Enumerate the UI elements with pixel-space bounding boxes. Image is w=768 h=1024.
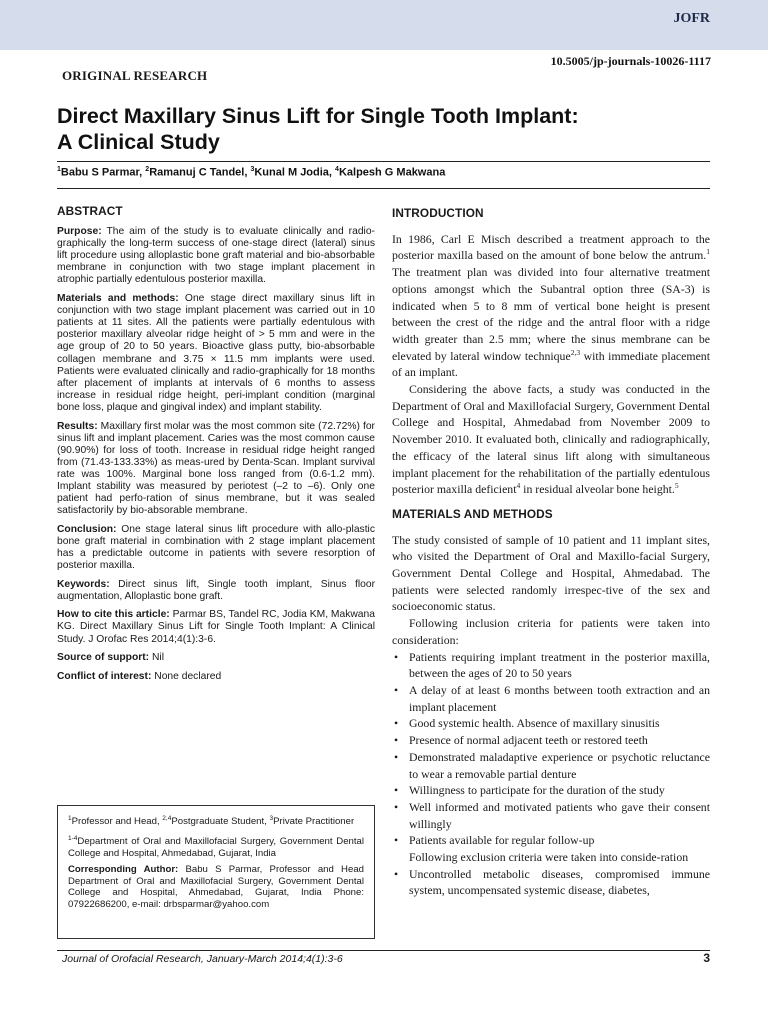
list-item: • Well informed and motivated patients who gave their consent willingly: [392, 799, 710, 832]
abstract-support: [57, 652, 375, 664]
title-line-1: Direct Maxillary Sinus Lift for Single Tooth Implant:: [57, 104, 579, 128]
conclusion-label: Conclusion:: [57, 523, 117, 535]
intro-paragraph-2: [392, 381, 710, 498]
intro-text: with immediate placement of an implant.: [392, 348, 710, 380]
methods-text: One stage direct maxillary sinus lift in conjunction with two stage implant placement was carried out in 10 patients at 11 sites. All the patients were partially edentulous with posterior maxillary alveolar ridge height of > 5 mm and were in the age group of 20 to 50 years. Bioactive glass putty, bio-absorbable collagen membrane and 3.75 × 11.5 mm implants were used. Patients were evaluated clinically and radio-graphically for 18 months after placement of implants at intervals of 6 months to assess increase in residual ridge height, peri-implant condition (marginal bone loss, plaque and gingival index) and implant stability.: [57, 293, 375, 413]
list-item: • Willingness to participate for the duration of the study: [392, 782, 710, 799]
abstract-column: [57, 205, 375, 689]
corresponding-text: Babu S Parmar, Professor and Head Department of Oral and Maxillofacial Surgery, Government Dental College and Hospital, Ahmedabad, Gujarat, India Phone: 07922686200, e-mail: drbsparmar@yahoo.com: [68, 864, 364, 910]
reference-sup: 2,3: [570, 347, 581, 357]
intro-text: in residual alveolar bone height.: [520, 482, 675, 497]
affil-roles: [68, 813, 364, 828]
keywords-label: Keywords:: [57, 578, 110, 590]
list-item: • Patients requiring implant treatment in the posterior maxilla, between the ages of 20 to 50 years: [392, 649, 710, 682]
article-type: ORIGINAL RESEARCH: [62, 68, 208, 83]
author-affil-sup: 2: [145, 166, 150, 173]
footer-citation: Journal of Orofacial Research, January-March 2014;4(1):3-6: [62, 953, 343, 965]
results-label: Results:: [57, 420, 98, 432]
author-name: Ramanuj C Tandel,: [149, 166, 251, 179]
title-divider: [57, 161, 710, 162]
intro-paragraph-1: [392, 231, 710, 381]
list-item: • Good systemic health. Absence of maxillary sinusitis: [392, 715, 710, 732]
support-label: Source of support:: [57, 652, 150, 664]
page-number: 3: [703, 951, 710, 965]
body-column: [392, 205, 710, 899]
author-name: Babu S Parmar,: [60, 166, 146, 179]
title-line-2: A Clinical Study: [57, 130, 220, 154]
abstract-conclusion: [57, 524, 375, 572]
abstract-citation: [57, 609, 375, 645]
corresponding-label: Corresponding Author:: [68, 864, 179, 876]
intro-text: The treatment plan was divided into four alternative treatment options amongst which the Subantral option three (SA-3) is indicated when 5 to 8 mm of vertical bone height is present between the crest of the ridge and the antral floor with a ridge width greater than 2.5 mm; where the sinus membrane can be elevated by lateral window technique: [392, 265, 710, 363]
purpose-text: The aim of the study is to evaluate clinically and radio-graphically the long-term success of one-stage direct (lateral) sinus lift procedure using alloplastic bone graft material and bio-absorbable membrane in conjunction with two stage implant placement in atrophic partially edentulous posterior maxilla.: [57, 226, 375, 286]
list-item: • Presence of normal adjacent teeth or restored teeth: [392, 732, 710, 749]
methods-label: Materials and methods:: [57, 293, 179, 305]
article-title: [57, 103, 697, 155]
conflict-text: None declared: [151, 670, 222, 682]
methods-paragraph-2: Following inclusion criteria for patients were taken into consideration:: [392, 616, 710, 647]
exclusion-criteria-list: [392, 866, 710, 899]
affil-sup: 2,4: [162, 815, 172, 822]
journal-code: JOFR: [673, 11, 710, 26]
abstract-conflict: [57, 671, 375, 683]
reference-sup: 4: [516, 481, 521, 491]
author-affil-sup: 3: [250, 166, 255, 173]
abstract-heading: ABSTRACT: [57, 204, 123, 218]
author-affil-sup: 1: [57, 166, 61, 173]
affil-role: Private Practitioner: [273, 816, 355, 828]
abstract-keywords: [57, 579, 375, 603]
list-item: • Demonstrated maladaptive experience or psychotic reluctance to wear a removable partial denture: [392, 749, 710, 782]
author-name: Kunal M Jodia,: [254, 166, 336, 179]
methods-heading: MATERIALS AND METHODS: [392, 506, 553, 521]
purpose-label: Purpose:: [57, 226, 102, 238]
footer-divider: [57, 950, 710, 951]
keywords-text: Direct sinus lift, Single tooth implant, Sinus floor augmentation, Alloplastic bone graft.: [57, 578, 375, 602]
support-text: Nil: [149, 652, 164, 664]
abstract-results: [57, 421, 375, 518]
abstract-methods: [57, 293, 375, 414]
abstract-purpose: [57, 226, 375, 286]
affil-role: Postgraduate Student,: [171, 816, 270, 828]
affil-sup: 1: [68, 815, 72, 822]
authors-divider: [57, 188, 710, 189]
affil-sup: 3: [269, 815, 274, 822]
cite-text: Parmar BS, Tandel RC, Jodia KM, Makwana KG. Direct Maxillary Sinus Lift for Single Tooth Implant: A Clinical Study. J Orofac Res 2014;4(1):3-6.: [57, 609, 375, 645]
reference-sup: 5: [674, 481, 679, 491]
reference-sup: 1: [706, 247, 710, 257]
cite-label: How to cite this article:: [57, 609, 170, 621]
inclusion-criteria-list: [392, 649, 710, 849]
methods-paragraph-3: Following exclusion criteria were taken into conside-ration: [409, 850, 689, 865]
list-item: • Uncontrolled metabolic diseases, compromised immune system, uncompensated systemic disease, diabetes,: [392, 866, 710, 899]
affil-department-text: Department of Oral and Maxillofacial Surgery, Government Dental College and Hospital, Ahmedabad, Gujarat, India: [68, 835, 364, 859]
affil-role: Professor and Head,: [71, 816, 163, 828]
author-affil-sup: 4: [335, 166, 339, 173]
introduction-heading: INTRODUCTION: [392, 206, 484, 220]
author-list: [57, 166, 445, 179]
journal-header-band: [0, 0, 768, 50]
doi: 10.5005/jp-journals-10026-1117: [550, 54, 711, 68]
list-item: • A delay of at least 6 months between tooth extraction and an implant placement: [392, 682, 710, 715]
corresponding-author: [68, 864, 364, 910]
affil-sup: 1-4: [68, 834, 78, 842]
author-name: Kalpesh G Makwana: [338, 166, 446, 179]
intro-text: In 1986, Carl E Misch described a treatment approach to the posterior maxilla based on the amount of bone below the antrum.: [392, 231, 710, 263]
methods-paragraph-1: The study consisted of sample of 10 patient and 11 implant sites, who visited the Department of Oral and Maxillo-facial Surgery, Government Dental College and Hospital, Ahmedabad. The patients were selected randomly irrespec-tive of the sex and socioeconomic status.: [392, 532, 710, 614]
conclusion-text: One stage lateral sinus lift procedure with allo-plastic bone graft material in combination with 2 stage implant placement has a predictable outcome in patients with severe resorption of posterior maxilla.: [57, 523, 375, 572]
affiliations-box: [57, 805, 375, 939]
conflict-label: Conflict of interest:: [57, 670, 152, 682]
list-item: • Patients available for regular follow-up: [392, 832, 710, 849]
intro-text: Considering the above facts, a study was conducted in the Department of Oral and Maxillofacial Surgery, Government Dental College and Hospital, Ahmedabad from November 2009 to November 2010. It evaluated both, clinically and radiographically, the efficacy of the lateral sinus lift along with simultaneous implant placement for the rehabilitation of the partially edentulous posterior maxilla deficient: [392, 382, 710, 497]
results-text: Maxillary first molar was the most common site (72.72%) for sinus lift and implant placement. Caries was the most common cause (90.90%) for loss of tooth. Increase in residual ridge height ranged from (71.43-133.33%) as meas-ured by Denta-Scan. Implant survival rate was 100%. Marginal bone loss ranged from (0.6-1.2 mm). Implant stability was measured by periotest (–2 to –6). Only one patient had perfo-ration of sinus membrane, but it was sealed satisfactorily by bio-absorable membrane.: [57, 420, 375, 517]
affil-department: [68, 833, 364, 859]
